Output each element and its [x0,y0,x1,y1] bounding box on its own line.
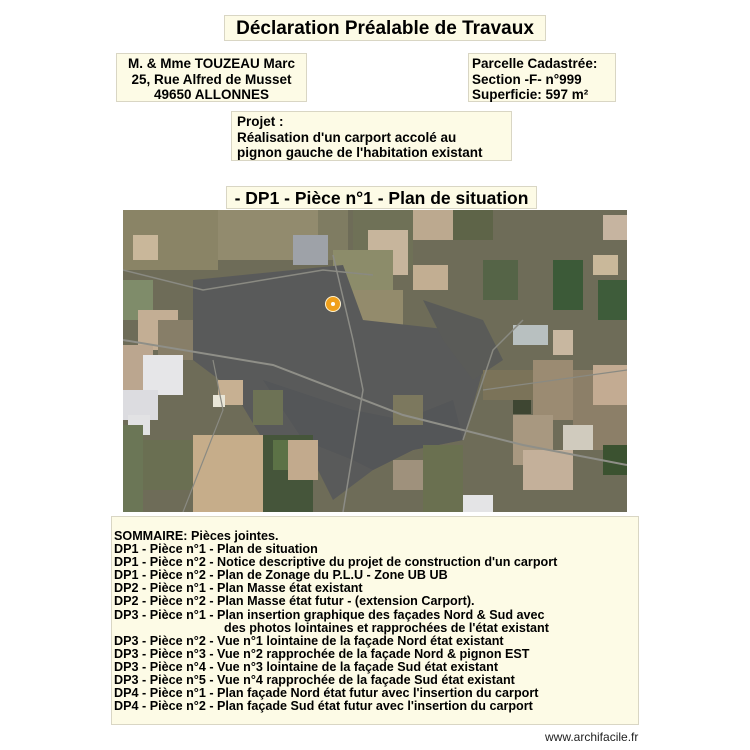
parcel-section: Section -F- n°999 [472,71,582,87]
summary-item: DP1 - Pièce n°2 - Plan de Zonage du P.L.U - Zone UB UB [114,568,448,583]
summary-item: DP4 - Pièce n°2 - Plan façade Sud état futur avec l'insertion du carport [114,699,533,714]
project-line-2: pignon gauche de l'habitation existant [237,145,483,160]
document-title: Déclaration Préalable de Travaux [224,15,546,41]
project-label: Projet : [237,114,284,129]
summary-item: DP3 - Pièce n°3 - Vue n°2 rapprochée de la façade Nord & pignon EST [114,646,530,661]
owner-name: M. & Mme TOUZEAU Marc [127,56,296,71]
summary-heading: SOMMAIRE: Pièces jointes. [114,529,279,543]
owner-address-box [116,53,307,102]
project-description-box [231,111,512,161]
summary-box [111,516,639,725]
summary-item: DP3 - Pièce n°2 - Vue n°1 lointaine de la façade Nord état existant [114,633,504,648]
owner-city: 49650 ALLONNES [153,87,270,102]
aerial-map [123,210,627,512]
summary-item: DP2 - Pièce n°1 - Plan Masse état existant [114,581,363,596]
parcel-info-box [468,53,616,102]
parcel-area: Superficie: 597 m² [472,87,589,102]
location-marker-icon [325,296,341,312]
summary-item: DP3 - Pièce n°5 - Vue n°4 rapprochée de la façade Sud état existant [114,673,515,688]
owner-street: 25, Rue Alfred de Musset [131,71,292,87]
summary-item: DP2 - Pièce n°2 - Plan Masse état futur - (extension Carport). [114,594,475,609]
summary-item-continuation: des photos lointaines et rapprochées de l'état existant [224,620,549,635]
summary-item: DP3 - Pièce n°4 - Vue n°3 lointaine de la façade Sud état existant [114,659,499,674]
watermark-text: www.archifacile.fr [545,730,639,744]
section-title: - DP1 - Pièce n°1 - Plan de situation [226,186,537,209]
summary-item: DP1 - Pièce n°2 - Notice descriptive du projet de construction d'un carport [114,555,558,570]
project-line-1: Réalisation d'un carport accolé au [237,129,457,145]
parcel-label: Parcelle Cadastrée: [472,56,598,71]
summary-item: DP1 - Pièce n°1 - Plan de situation [114,542,318,557]
aerial-photo-image [123,210,627,512]
summary-item: DP3 - Pièce n°1 - Plan insertion graphique des façades Nord & Sud avec [114,607,545,622]
summary-item: DP4 - Pièce n°1 - Plan façade Nord état futur avec l'insertion du carport [114,686,539,701]
